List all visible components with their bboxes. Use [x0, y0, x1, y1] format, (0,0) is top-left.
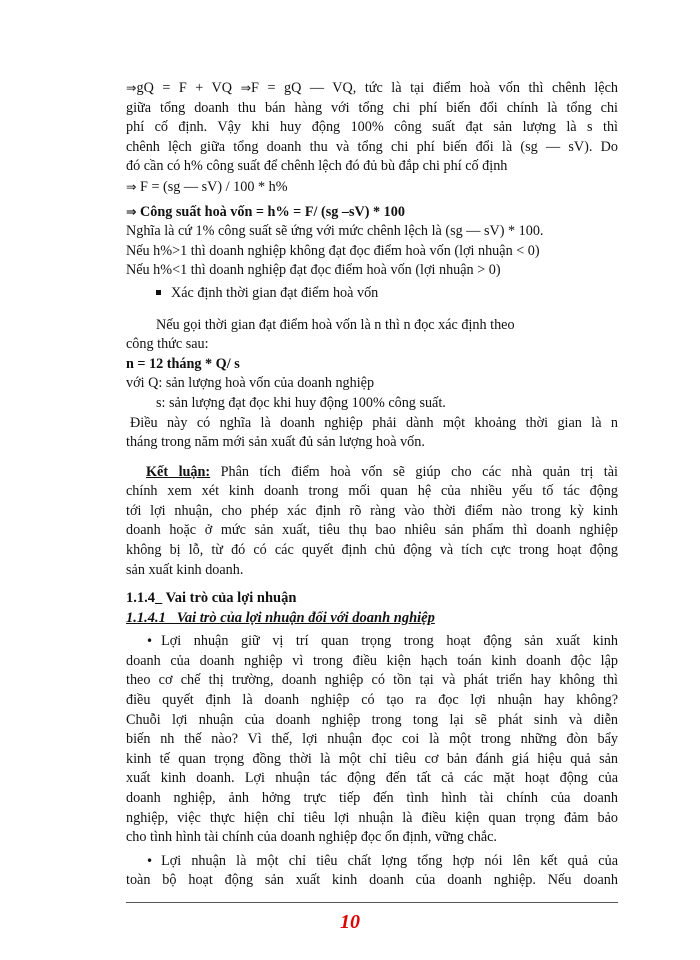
- paragraph-line: chênh lệch giữa tổng doanh thu và tổng chi phí biến đổi là (sg — sV). Do: [126, 138, 618, 155]
- paragraph-line: đó cần có h% công suất để chênh lệch đó đủ bù đắp chi phí cố định: [126, 158, 508, 175]
- round-bullet-icon: •: [146, 853, 154, 868]
- implies-arrow-icon: ⇒: [240, 80, 252, 95]
- paragraph-line: theo cơ chế thị trường, doanh nghiệp có tồn tại và phát triển hay không thì: [126, 672, 618, 689]
- text-line: với Q: sản lượng hoà vốn của doanh nghiệp: [126, 375, 375, 392]
- formula-fixed-cost: ⇒ F = (sg — sV) / 100 * h%: [126, 178, 288, 195]
- text-line: Nếu h%>1 thì doanh nghiệp không đạt đọc điểm hoà vốn (lợi nhuận < 0): [126, 242, 540, 259]
- conclusion-label: Kết luận:: [146, 463, 211, 480]
- implies-arrow-icon: ⇒: [126, 203, 137, 219]
- text-line: Nếu h%<1 thì doanh nghiệp đạt đọc điểm hoà vốn (lợi nhuận > 0): [126, 262, 501, 279]
- paragraph-line: kinh tế quan trọng đồng thời là một chỉ tiêu cơ bản đánh giá hiệu quả sản: [126, 750, 618, 767]
- subsection-heading: 1.1.4.1_ Vai trò của lợi nhuận đối với doanh nghiệp: [126, 610, 435, 627]
- square-bullet-icon: [156, 290, 161, 295]
- paragraph-line: ⇒gQ = F + VQ ⇒F = gQ — VQ, tức là tại điểm hoà vốn thì chênh lệch: [126, 80, 618, 96]
- paragraph-line: điều quyết định là doanh nghiệp có tạo ra đọc lợi nhuận hay không?: [126, 692, 618, 709]
- implies-arrow-icon: ⇒: [126, 178, 137, 194]
- formula-breakeven-time: n = 12 tháng * Q/ s: [126, 355, 240, 372]
- paragraph-line: cho tình hình tài chính của doanh nghiệp đọc ổn định, vững chắc.: [126, 829, 497, 846]
- text-line: s: sản lượng đạt đọc khi huy động 100% công suất.: [156, 394, 446, 411]
- paragraph-line: phí cố định. Vậy khi huy động 100% công suất đạt sản lượng là s thì: [126, 119, 618, 136]
- page-number: 10: [340, 911, 360, 933]
- paragraph-line: doanh hoặc ở mức sản xuất, tiêu thụ bao nhiêu sản phẩm thì doanh nghiệp: [126, 522, 618, 539]
- paragraph-line: xuất kinh doanh. Lợi nhuận tác động đến tất cả các mặt hoạt động của: [126, 770, 618, 787]
- paragraph-line: • Lợi nhuận giữ vị trí quan trọng trong hoạt động sản xuất kinh: [146, 633, 618, 650]
- paragraph-line: không bị lỗ, từ đó có các quyết định chủ động và tích cực trong hoạt động: [126, 542, 618, 559]
- paragraph-line: Nếu gọi thời gian đạt điểm hoà vốn là n thì n đọc xác định theo: [156, 316, 515, 333]
- footer-divider: [126, 902, 618, 903]
- paragraph-line: chính xem xét kinh doanh trong mối quan hệ của nhiều yếu tố tác động: [126, 483, 618, 500]
- paragraph-line: Chuỗi lợi nhuận của doanh nghiệp trong tong lại sẽ phát sinh và diễn: [126, 711, 618, 728]
- round-bullet-icon: •: [146, 634, 154, 649]
- paragraph-line: Điều này có nghĩa là doanh nghiệp phải dành một khoảng thời gian là n: [130, 414, 618, 431]
- text-line: Nghĩa là cứ 1% công suất sẽ ứng với mức chênh lệch là (sg — sV) * 100.: [126, 223, 544, 240]
- implies-arrow-icon: ⇒: [126, 80, 137, 95]
- paragraph-line: biến nh thế nào? Vì thế, lợi nhuận đọc coi là một trong những đòn bẩy: [126, 731, 618, 748]
- section-heading: 1.1.4_ Vai trò của lợi nhuận: [126, 590, 297, 607]
- paragraph-line: giữa tổng doanh thu bán hàng với tổng chi phí biến đổi chính là tổng chi: [126, 99, 618, 116]
- paragraph-line: doanh nghiệp, ảnh hởng trực tiếp đến tình hình tài chính của doanh: [126, 790, 618, 806]
- paragraph-line: doanh của doanh nghiệp vì trong điều kiện hạch toán kinh doanh độc lập: [126, 652, 618, 669]
- bullet-item: Xác định thời gian đạt điểm hoà vốn: [126, 284, 618, 304]
- formula-breakeven-capacity: ⇒ Công suất hoà vốn = h% = F/ (sg –sV) * 100: [126, 203, 405, 220]
- conclusion-line: Kết luận: Phân tích điểm hoà vốn sẽ giúp cho các nhà quản trị tài: [146, 463, 618, 480]
- paragraph-line: • Lợi nhuận là một chỉ tiêu chất lợng tổng hợp nói lên kết quả của: [146, 852, 618, 869]
- paragraph-line: toàn bộ hoạt động sản xuất kinh doanh của doanh nghiệp. Nếu doanh: [126, 872, 618, 889]
- document-body: [126, 78, 618, 891]
- paragraph-line: sản xuất kinh doanh.: [126, 561, 244, 578]
- paragraph-line: nghiệp, việc thực hiện chỉ tiêu lợi nhuận là điều kiện quan trọng đảm bảo: [126, 809, 618, 826]
- paragraph-line: công thức sau:: [126, 336, 209, 353]
- paragraph-line: tháng trong năm mới sản xuất đủ sản lượng hoà vốn.: [126, 434, 425, 451]
- paragraph-line: tới lợi nhuận, cho phép xác định rõ ràng vào thời điểm nào trong kỳ kinh: [126, 502, 618, 519]
